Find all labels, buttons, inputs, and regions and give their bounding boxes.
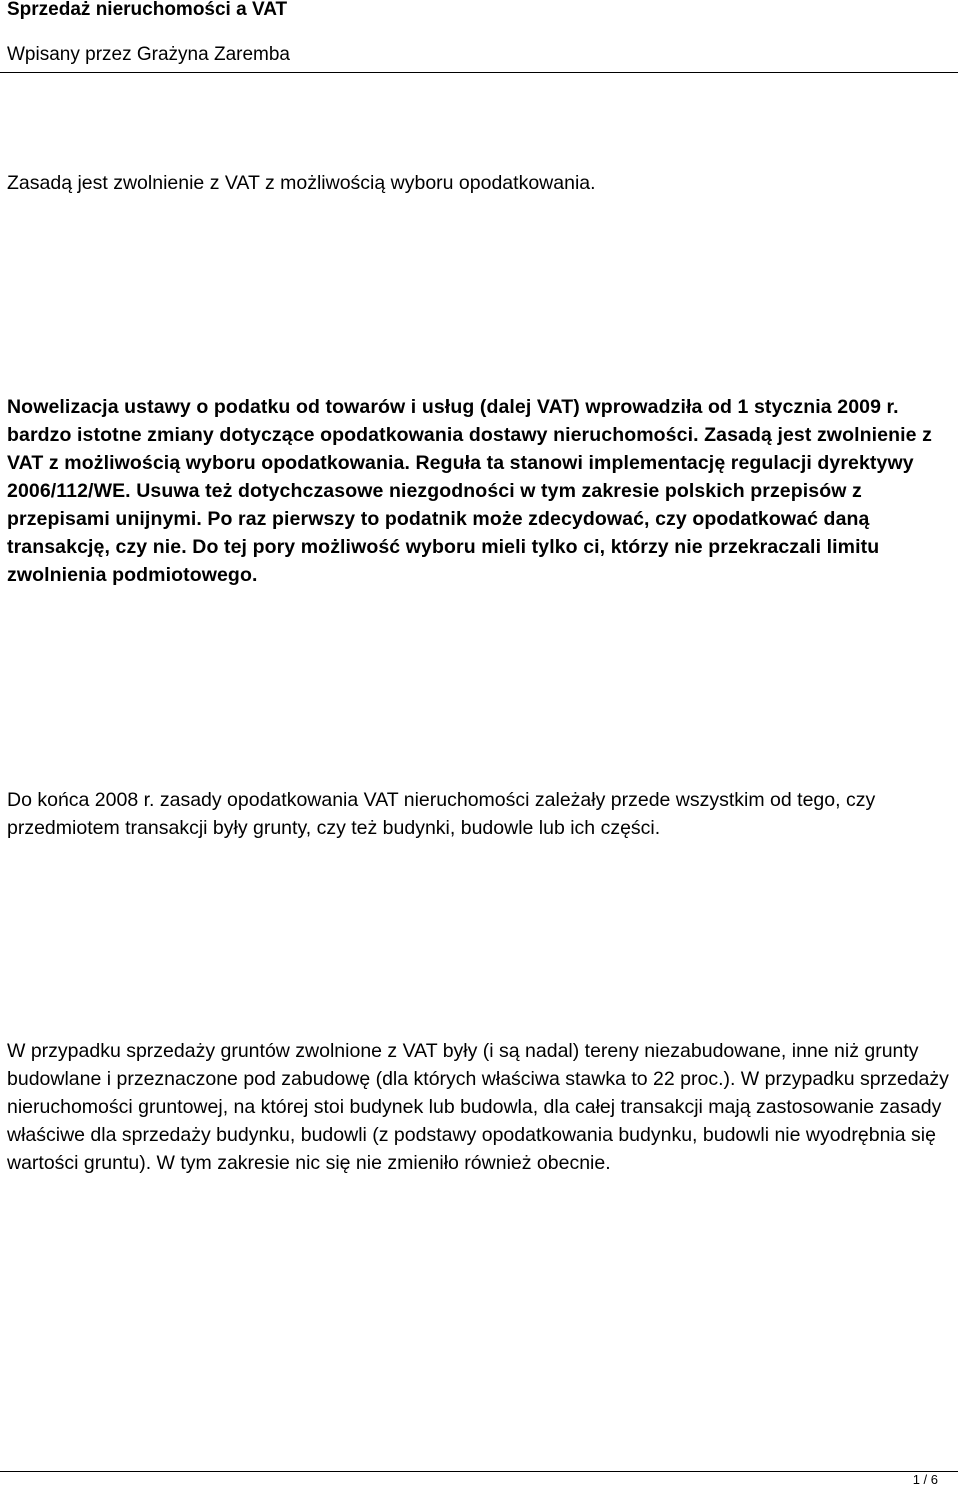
article-title: Sprzedaż nieruchomości a VAT	[7, 0, 288, 20]
intro-paragraph: Zasadą jest zwolnienie z VAT z możliwością wyboru opodatkowania.	[7, 172, 596, 194]
footer-divider	[0, 1471, 958, 1472]
author-byline: Wpisany przez Grażyna Zaremba	[7, 44, 290, 65]
page-header	[0, 0, 958, 73]
body-paragraph: Do końca 2008 r. zasady opodatkowania VAT nieruchomości zależały przede wszystkim od tego, czy przedmiotem transakcji były grunty, czy też budynki, budowle lub ich części.	[7, 789, 876, 839]
body-paragraph: W przypadku sprzedaży gruntów zwolnione z VAT były (i są nadal) tereny niezabudowane, inne niż grunty budowlane i przeznaczone pod zabudowę (dla których właściwa stawka to 22 proc.). W przypadku sprzedaży nieruchomości gruntowej, na której stoi budynek lub budowla, dla całej transakcji mają zastosowanie zasady właściwe dla sprzedaży budynku, budowli (z podstawy opodatkowania budynku, budowli nie wyodrębnia się wartości gruntu). W tym zakresie nic się nie zmieniło również obecnie.	[7, 1040, 949, 1174]
lead-paragraph: Nowelizacja ustawy o podatku od towarów i usług (dalej VAT) wprowadziła od 1 stycznia 2009 r. bardzo istotne zmiany dotyczące opodatkowania dostawy nieruchomości. Zasadą jest zwolnienie z VAT z możliwością wyboru opodatkowania. Reguła ta stanowi implementację regulacji dyrektywy 2006/112/WE. Usuwa też dotychczasowe niezgodności w tym zakresie polskich przepisów z przepisami unijnymi. Po raz pierwszy to podatnik może zdecydować, czy opodatkować daną transakcję, czy nie. Do tej pory możliwość wyboru mieli tylko ci, którzy nie przekraczali limitu zwolnienia podmiotowego.	[7, 396, 932, 586]
page-number: 1 / 6	[912, 1472, 938, 1487]
